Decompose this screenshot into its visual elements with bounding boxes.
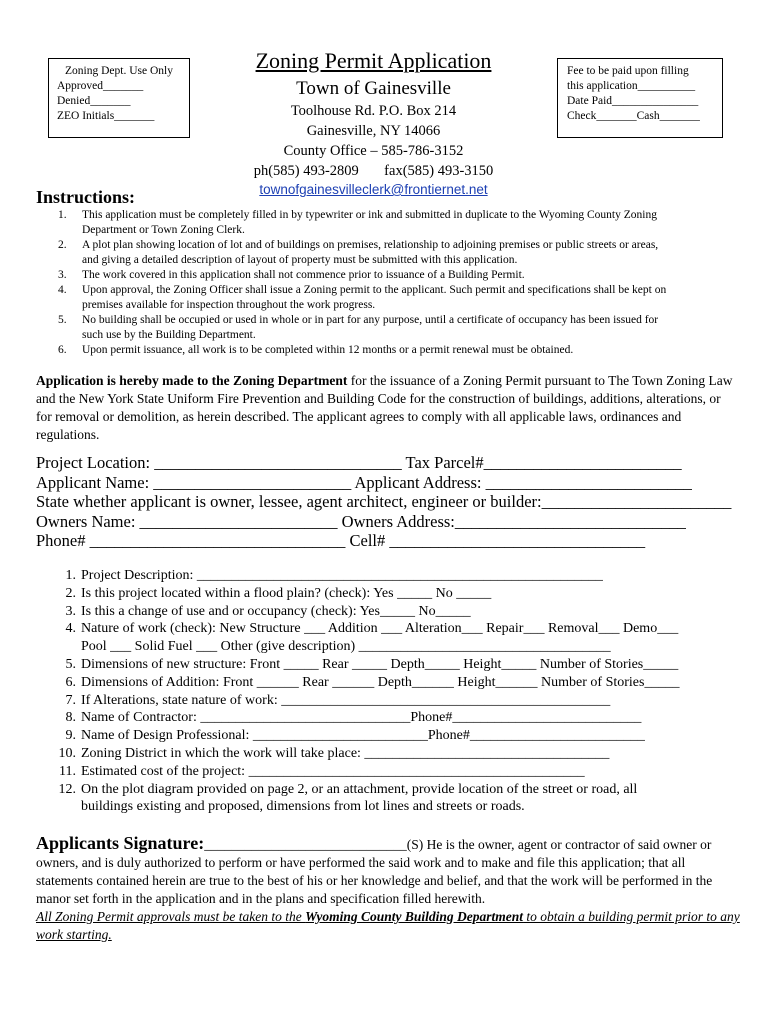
instruction-text: premises available for inspection throughout the work progress.	[82, 299, 376, 311]
signature-block	[36, 834, 741, 944]
question-item	[36, 709, 741, 727]
approval-notice-post: to obtain a building permit prior to any work starting.	[36, 909, 740, 942]
application-statement	[36, 372, 736, 444]
question-text[interactable]: Project Description: __________________________________________________________	[81, 568, 603, 583]
application-statement-bold: Application is hereby made to the Zoning Department	[36, 373, 348, 388]
fee-line-1: Fee to be paid upon filling	[567, 65, 689, 77]
instruction-text: No building shall be occupied or used in whole or in part for any purpose, until a certificate of occupancy has been issued for	[82, 314, 659, 326]
question-text[interactable]: Dimensions of Addition: Front ______ Rear ______ Depth______ Height______ Number of Stories_____	[81, 674, 680, 690]
instructions-heading: Instructions:	[36, 187, 136, 207]
question-number: 1.	[65, 568, 76, 583]
question-text[interactable]: Nature of work (check): New Structure ___ Addition ___ Alteration___ Repair___ Removal___ Demo___	[81, 621, 679, 637]
form-field-line[interactable]: State whether applicant is owner, lessee, agent architect, engineer or builder:_______________________	[36, 492, 732, 512]
instruction-text: The work covered in this application shall not commence prior to issuance of a Building Permit.	[82, 269, 525, 281]
document-header	[190, 48, 557, 199]
address-line-2: Gainesville, NY 14066	[306, 123, 441, 139]
fee-box	[557, 58, 723, 138]
question-text[interactable]: Name of Contractor: ______________________________Phone#___________________________	[81, 710, 642, 726]
question-item	[36, 781, 741, 817]
instructions-list	[36, 208, 736, 358]
question-item	[36, 620, 741, 656]
question-text[interactable]: Is this a change of use and or occupancy (check): Yes_____ No_____	[81, 603, 471, 619]
instruction-text: Upon approval, the Zoning Officer shall issue a Zoning permit to the applicant. Such permit and specifications shall be kept on	[82, 284, 667, 296]
zoning-dept-use-box	[48, 58, 190, 138]
question-text[interactable]: If Alterations, state nature of work: _______________________________________________	[81, 692, 611, 708]
question-item	[36, 674, 741, 692]
question-item	[36, 692, 741, 710]
question-number: 5.	[65, 656, 76, 672]
form-field-line[interactable]: Phone# _______________________________ Cell# _______________________________	[36, 531, 646, 551]
question-item	[36, 727, 741, 745]
question-text[interactable]: Name of Design Professional: _________________________Phone#_________________________	[81, 728, 645, 744]
instruction-text: A plot plan showing location of lot and of buildings on premises, relationship to adjoining premises or public streets or areas,	[82, 239, 659, 251]
question-number: 12.	[58, 781, 76, 797]
question-number: 10.	[58, 745, 76, 761]
instruction-item	[36, 238, 736, 268]
project-questions	[36, 567, 741, 816]
form-field-line[interactable]: Owners Name: ________________________ Owners Address:____________________________	[36, 511, 686, 531]
instruction-number: 5.	[58, 314, 67, 326]
question-number: 7.	[65, 692, 76, 708]
question-text[interactable]: On the plot diagram provided on page 2, or an attachment, provide location of the street or road, all	[81, 781, 638, 797]
email-link[interactable]: townofgainesvilleclerk@frontiernet.net	[259, 182, 488, 197]
page-title: Zoning Permit Application	[255, 48, 492, 73]
signature-line[interactable]: ______________________________	[204, 837, 407, 852]
phone-fax: ph(585) 493-2809 fax(585) 493-3150	[253, 163, 494, 179]
zeo-initials-field: ZEO Initials_______	[57, 110, 155, 122]
question-item	[36, 763, 741, 781]
check-cash-field: Check_______Cash_______	[567, 110, 700, 122]
question-number: 11.	[59, 763, 76, 779]
question-item	[36, 656, 741, 674]
fee-line-2: this application__________	[567, 80, 696, 92]
signature-label: Applicants Signature:	[36, 833, 205, 853]
instruction-text: This application must be completely filled in by typewriter or ink and submitted in duplicate to the Wyoming County Zoning	[82, 209, 657, 221]
form-field-line[interactable]: Project Location: ______________________________ Tax Parcel#________________________	[36, 453, 682, 472]
instruction-number: 4.	[58, 284, 67, 296]
form-field-line[interactable]: Applicant Name: ________________________ Applicant Address: _________________________	[36, 472, 692, 492]
instruction-item	[36, 268, 736, 283]
instruction-item	[36, 343, 736, 358]
question-item	[36, 567, 741, 585]
instruction-text: Department or Town Zoning Clerk.	[82, 224, 245, 236]
instruction-text: and giving a detailed description of layout of property must be submitted with this application.	[82, 254, 518, 266]
question-number: 9.	[65, 728, 76, 744]
county-office: County Office – 585-786-3152	[283, 143, 464, 159]
approval-notice	[36, 909, 740, 942]
question-number: 4.	[65, 621, 76, 637]
instruction-item	[36, 313, 736, 343]
question-number: 6.	[65, 674, 76, 690]
signature-statement: (S) He is the owner, agent or contractor of said owner or owners, and is duly authorized to perform or have performed the said work and to make and file this application; that all statements contained herein are true to the best of his or her knowledge and belief, and that the work will be performed in the manor set forth in the application and in the plans and specification filled herewith.	[36, 837, 713, 906]
question-text[interactable]: buildings existing and proposed, dimensions from lot lines and streets or roads.	[81, 799, 525, 815]
town-name: Town of Gainesville	[296, 78, 451, 99]
question-text[interactable]: Estimated cost of the project: ________________________________________________	[81, 763, 585, 779]
instruction-text: Upon permit issuance, all work is to be completed within 12 months or a permit renewal must be obtained.	[82, 344, 574, 356]
denied-field: Denied_______	[57, 95, 131, 107]
question-item	[36, 585, 741, 603]
applicant-fields	[36, 453, 741, 551]
question-number: 2.	[65, 585, 76, 601]
instruction-number: 3.	[58, 269, 67, 281]
question-text[interactable]: Dimensions of new structure: Front _____ Rear _____ Depth_____ Height_____ Number of Stories_____	[81, 656, 679, 672]
approved-field: Approved_______	[57, 80, 144, 92]
instruction-item	[36, 208, 736, 238]
date-paid-field: Date Paid_______________	[567, 95, 699, 107]
question-text[interactable]: Zoning District in which the work will take place: ___________________________________	[81, 745, 610, 761]
instruction-number: 2.	[58, 239, 67, 251]
instruction-item	[36, 283, 736, 313]
question-item	[36, 745, 741, 763]
instruction-text: such use by the Building Department.	[82, 329, 256, 341]
application-statement-text: for the issuance of a Zoning Permit pursuant to The Town Zoning Law and the New York State Uniform Fire Prevention and Building Code for the construction of buildings, additions, alterations, or for removal or demolition, as herein described. The applicant agrees to comply with all applicable laws, ordinances and regulations.	[36, 373, 733, 442]
question-item	[36, 603, 741, 621]
question-text[interactable]: Is this project located within a flood plain? (check): Yes _____ No _____	[81, 585, 492, 601]
question-number: 3.	[65, 603, 76, 619]
address-line-1: Toolhouse Rd. P.O. Box 214	[290, 103, 457, 119]
approval-notice-department: Wyoming County Building Department	[305, 909, 524, 924]
question-number: 8.	[65, 710, 76, 726]
question-text[interactable]: Pool ___ Solid Fuel ___ Other (give description) ____________________________________	[81, 639, 611, 655]
instruction-number: 1.	[58, 209, 67, 221]
approval-notice-pre: All Zoning Permit approvals must be taken to the	[36, 909, 306, 924]
dept-box-title: Zoning Dept. Use Only	[65, 65, 173, 77]
instruction-number: 6.	[58, 344, 67, 356]
